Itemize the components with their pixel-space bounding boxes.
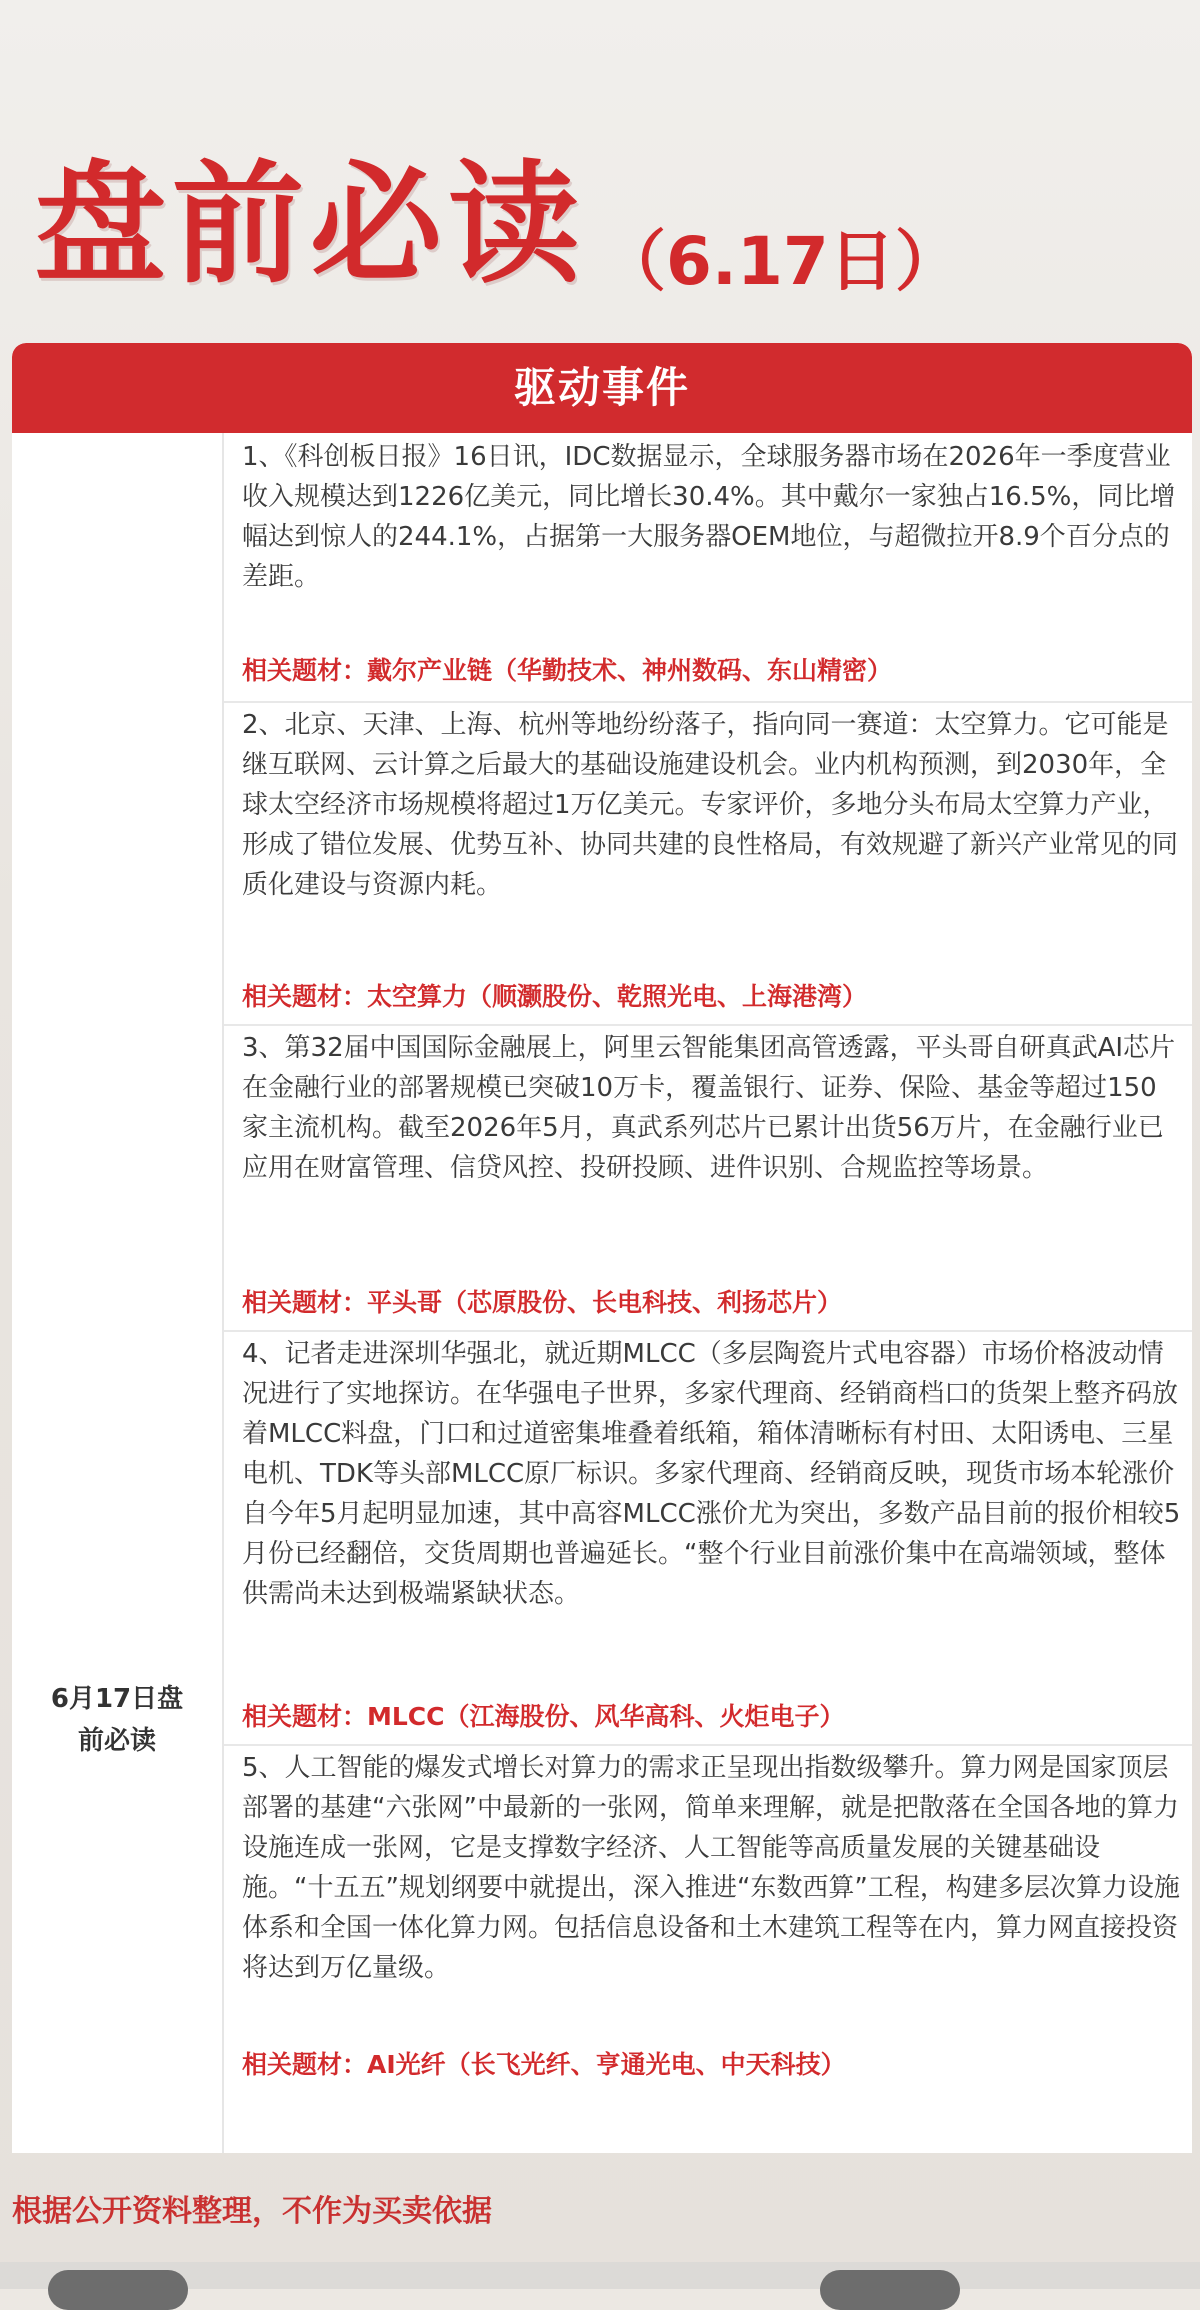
table-header-bar	[12, 343, 1192, 433]
event-text: 1、《科创板日报》16日讯，IDC数据显示，全球服务器市场在2026年一季度营业收入规模达到1226亿美元，同比增长30.4%。其中戴尔一家独占16.5%，同比增幅达到惊人的244.1%，占据第一大服务器OEM地位，与超微拉开8.9个百分点的差距。	[242, 442, 1176, 592]
events-column	[224, 433, 1192, 2153]
event-text: 3、第32届中国国际金融展上，阿里云智能集团高管透露，平头哥自研真武AI芯片在金融行业的部署规模已突破10万卡，覆盖银行、证券、保险、基金等超过150家主流机构。截至2026年5月，真武系列芯片已累计出货56万片，在金融行业已应用在财富管理、信贷风控、投研投顾、进件识别、合规监控等场景。	[242, 1033, 1176, 1183]
event-tag: 相关题材：太空算力（顺灏股份、乾照光电、上海港湾）	[242, 982, 868, 1011]
event-item-4	[224, 1330, 1192, 1746]
event-text: 5、人工智能的爆发式增长对算力的需求正呈现出指数级攀升。算力网是国家顶层部署的基建“六张网”中最新的一张网，简单来理解，就是把散落在全国各地的算力设施连成一张网，它是支撑数字经济、人工智能等高质量发展的关键基础设施。“十五五”规划纲要中就提出，深入推进“东数西算”工程，构建多层次算力设施体系和全国一体化算力网。包括信息设备和土木建筑工程等在内，算力网直接投资将达到万亿量级。	[242, 1753, 1180, 1983]
page-date: （6.17日）	[600, 223, 961, 300]
event-tag: 相关题材：平头哥（芯原股份、长电科技、利扬芯片）	[242, 1288, 843, 1317]
bottom-pill-left[interactable]	[48, 2270, 188, 2310]
disclaimer-text: 根据公开资料整理，不作为买卖依据	[12, 2194, 492, 2229]
row-label-column	[12, 433, 224, 2153]
event-tag: 相关题材：MLCC（江海股份、风华高科、火炬电子）	[242, 1702, 845, 1731]
event-text: 2、北京、天津、上海、杭州等地纷纷落子，指向同一赛道：太空算力。它可能是继互联网、云计算之后最大的基础设施建设机会。业内机构预测，到2030年，全球太空经济市场规模将超过1万亿美元。专家评价，多地分头布局太空算力产业，形成了错位发展、优势互补、协同共建的良性格局，有效规避了新兴产业常见的同质化建设与资源内耗。	[242, 710, 1179, 900]
event-item-5	[224, 1744, 1192, 2153]
row-label-line2: 前必读	[77, 1726, 156, 1756]
table-heading: 驱动事件	[513, 363, 690, 412]
event-item-3	[224, 1024, 1192, 1332]
driving-events-table	[12, 343, 1192, 2153]
event-item-2	[224, 701, 1192, 1026]
page-header	[0, 0, 1200, 340]
row-label	[12, 1678, 222, 1762]
bottom-pill-right[interactable]	[820, 2270, 960, 2310]
event-tag: 相关题材：AI光纤（长飞光纤、亨通光电、中天科技）	[242, 2050, 846, 2079]
row-label-line1: 6月17日盘	[50, 1684, 184, 1714]
event-text: 4、记者走进深圳华强北，就近期MLCC（多层陶瓷片式电容器）市场价格波动情况进行了实地探访。在华强电子世界，多家代理商、经销商档口的货架上整齐码放着MLCC料盘，门口和过道密集堆叠着纸箱，箱体清晰标有村田、太阳诱电、三星电机、TDK等头部MLCC原厂标识。多家代理商、经销商反映，现货市场本轮涨价自今年5月起明显加速，其中高容MLCC涨价尤为突出，多数产品目前的报价相较5月份已经翻倍，交货周期也普遍延长。“整个行业目前涨价集中在高端领域，整体供需尚未达到极端紧缺状态。	[242, 1339, 1181, 1609]
event-tag: 相关题材：戴尔产业链（华勤技术、神州数码、东山精密）	[242, 656, 893, 685]
page-title: 盘前必读	[34, 148, 586, 302]
event-item-1	[224, 433, 1192, 703]
